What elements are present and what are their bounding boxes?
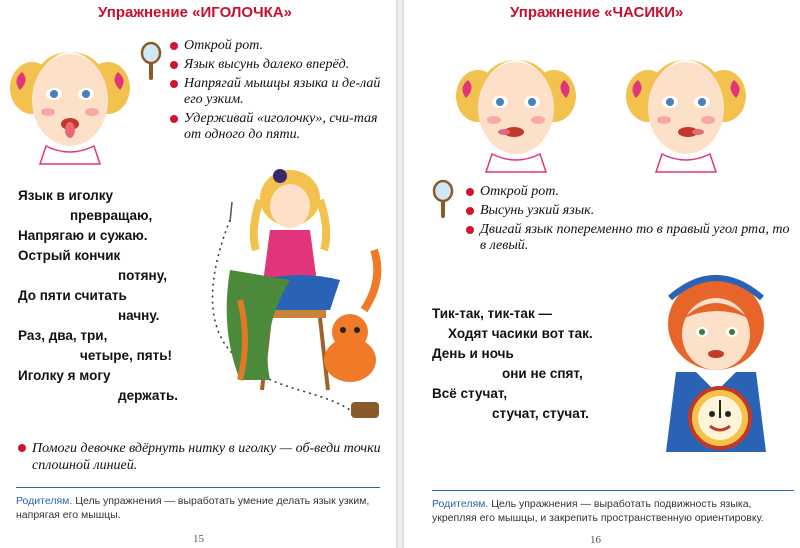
instruction-item: Открой рот. [466, 184, 790, 200]
mirror-icon [140, 42, 162, 82]
poem-line: До пяти считать [18, 288, 127, 303]
poem-line: Раз, два, три, [18, 328, 108, 343]
poem-line: Ходят часики вот так. [448, 326, 593, 341]
right-parents-note [432, 490, 794, 525]
instruction-item: Открой рот. [170, 38, 392, 54]
parents-label: Родителям. [16, 495, 73, 507]
poem-line: Напрягаю и сужаю. [18, 228, 148, 243]
poem-line: Острый кончик [18, 248, 121, 263]
left-parents-note [16, 487, 380, 522]
poem-line: они не спят, [502, 366, 583, 381]
mirror-icon [432, 180, 454, 220]
poem-line: четыре, пять! [80, 348, 173, 363]
page-number-left: 15 [193, 533, 204, 545]
left-instructions [170, 38, 392, 146]
poem-line: День и ночь [432, 346, 514, 361]
left-page-title: Упражнение «ИГОЛОЧКА» [98, 4, 292, 21]
instruction-item: Удерживай «иголочку», счи-тая от одного до пяти. [170, 111, 392, 143]
poem-line: держать. [118, 388, 179, 403]
sewing-girl-with-cat-illustration [200, 160, 396, 430]
left-poem [18, 186, 198, 406]
right-instructions [466, 184, 790, 257]
poem-line: Иголку я могу [18, 368, 111, 383]
poem-line: потяну, [118, 268, 167, 283]
instruction-item: Напрягай мышцы языка и де-лай его узким. [170, 76, 392, 108]
instruction-item: Высунь узкий язык. [466, 203, 790, 219]
girl-face-tongue-out-illustration [10, 20, 130, 170]
parents-text: Цель упражнения — выработать подвижность языка, укрепляя его мышцы, и закрепить пространственную ориентировку. [432, 498, 764, 524]
girl-face-tongue-left-illustration [456, 28, 576, 178]
page-number-right: 16 [590, 534, 601, 546]
girl-with-clock-illustration [640, 268, 800, 468]
parents-text: Цель упражнения — выработать умение делать язык узким, напрягая его мышцы. [16, 495, 370, 521]
book-spine [396, 0, 404, 548]
poem-line: Всё стучат, [432, 386, 508, 401]
instruction-item: Язык высунь далеко вперёд. [170, 57, 392, 73]
poem-line: начну. [118, 308, 160, 323]
parents-label: Родителям. [432, 498, 489, 510]
poem-line: превращаю, [70, 208, 153, 223]
poem-line: стучат, стучат. [492, 406, 589, 421]
right-poem [432, 304, 632, 424]
poem-line: Тик-так, тик-так — [432, 306, 552, 321]
left-task: Помоги девочке вдёрнуть нитку в иголку — об-веди точки сплошной линией. [18, 440, 392, 474]
right-page-title: Упражнение «ЧАСИКИ» [510, 4, 684, 21]
girl-face-tongue-right-illustration [626, 28, 746, 178]
poem-line: Язык в иголку [18, 188, 113, 203]
instruction-item: Двигай язык попеременно то в правый угол рта, то в левый. [466, 222, 790, 254]
